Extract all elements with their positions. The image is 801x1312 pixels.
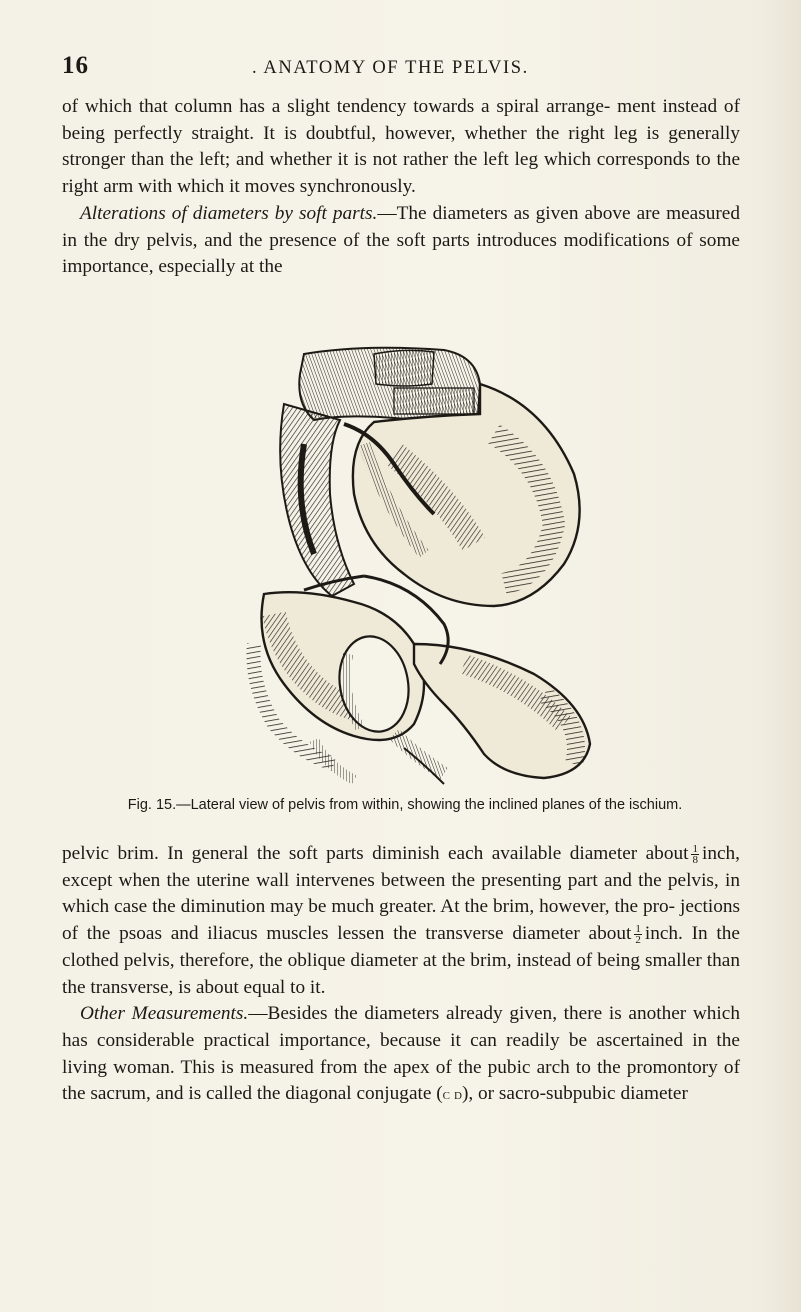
fraction-denominator: 8	[692, 854, 698, 867]
paragraph-text: inch. In the clothed pelvis, therefore, the oblique diameter at the brim, instead of being smaller than the transverse, is about equal to it.	[62, 923, 740, 998]
section-heading-alterations: Alterations of diameters by soft parts.	[80, 202, 378, 224]
fraction-denominator: 2	[635, 934, 641, 947]
running-head: . ANATOMY OF THE PELVIS.	[252, 58, 529, 78]
section-heading-other-measurements: Other Measurements.	[80, 1003, 249, 1025]
paragraph-pelvic-brim	[62, 841, 740, 1001]
fraction-numerator: 1	[635, 923, 641, 936]
fraction-one-eighth	[691, 844, 699, 865]
paragraph-text: —The diameters as given above are measured in the dry pelvis, and the presence of the soft parts introduces modifications of some importance, especially at the	[62, 202, 740, 278]
page-number: 16	[62, 52, 89, 79]
paragraph-text: inch, except when the uterine wall intervenes between the presenting part and the pelvis, in which case the diminution may be much greater. At the brim, however, the pro- jections of the psoas and iliacus muscles lessen the transverse diameter about	[62, 843, 740, 945]
page-header	[62, 52, 742, 82]
paragraph-continuation	[62, 94, 740, 201]
paragraph-text: of which that column has a slight tendency towards a spiral arrange- ment instead of being perfectly straight. It is doubtful, however, whether the right leg is generally stronger than the left; and whether it is not rather the left leg which corresponds to the right arm with which it moves synchronously.	[62, 96, 740, 198]
paragraph-soft-parts	[62, 201, 740, 281]
paragraph-text: ), or sacro-subpubic diameter	[461, 1083, 688, 1105]
paragraph-text: —Besides the diameters already given, there is another which has considerable practical importance, because it can readily be ascertained in the living woman. This is measured from the apex of the pubic arch to the promontory of the sacrum, and is called the diagonal conjugate (	[62, 1003, 740, 1105]
paragraph-other-measurements	[62, 1001, 740, 1109]
figure-caption: Fig. 15.—Lateral view of pelvis from within, showing the inclined planes of the ischium.	[127, 797, 683, 813]
paragraph-text: pelvic brim. In general the soft parts diminish each available diameter about	[62, 843, 689, 864]
diagonal-conjugate-label: c d	[442, 1086, 462, 1104]
fraction-numerator: 1	[692, 843, 698, 856]
bottom-text-block	[62, 841, 740, 1109]
pelvis-illustration	[244, 344, 604, 790]
top-text-block	[62, 94, 740, 281]
fraction-one-half	[634, 924, 642, 945]
